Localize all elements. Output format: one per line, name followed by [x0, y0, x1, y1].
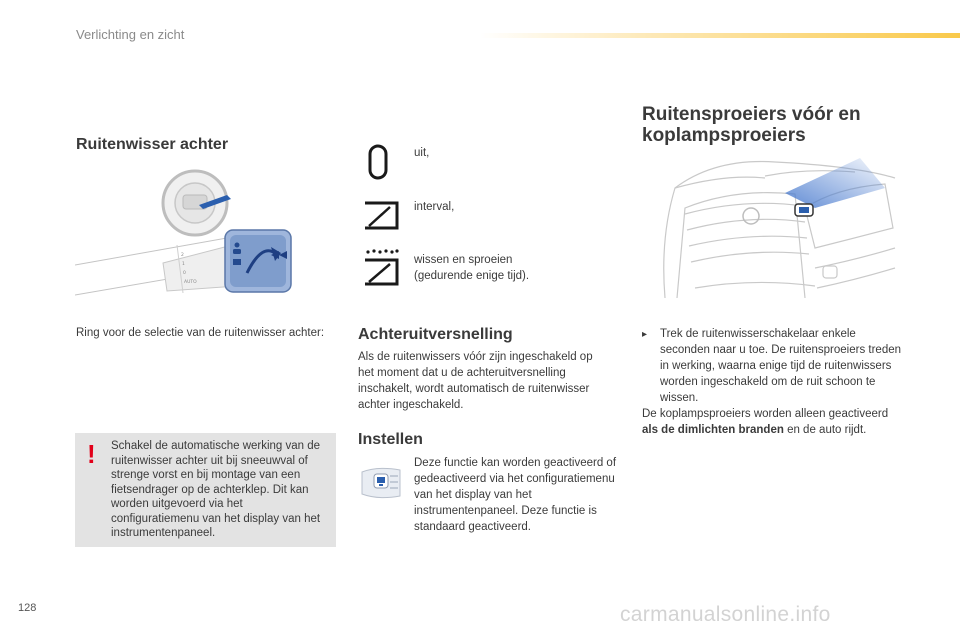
reverse-gear-text: Als de ruitenwissers vóór zijn ingeschakeld op het moment dat u de achteruitversnelling inschakelt, wordt automatisch de ruitenwisser achter ingeschakeld.: [358, 351, 593, 411]
washers-bullet-text: Trek de ruitenwisserschakelaar enkele seconden naar u toe. De ruitensproeiers treden in werking, waarna enige tijd de ruitenwissers worden ingeschakeld om de ruit schoon te wissen.: [660, 328, 902, 404]
warning-exclamation-icon: !: [87, 439, 96, 469]
washer-spray-icon: [785, 158, 885, 208]
mode-off-label: uit,: [414, 147, 430, 159]
stalk-label-2: 2: [181, 253, 184, 258]
wiper-interval-icon: [362, 198, 402, 232]
wiper-stalk-illustration: [75, 165, 340, 305]
page-number: 128: [18, 602, 37, 614]
headlamp-washer-icon: [795, 204, 813, 216]
stalk-label-0: 0: [183, 271, 186, 276]
car-front-illustration: [655, 148, 905, 314]
brand-logo-icon: [743, 208, 759, 224]
note-suffix: en de auto rijdt.: [783, 424, 867, 436]
washers-heading: Ruitensproeiers vóór en koplampsproeiers: [642, 104, 861, 146]
section-title: Verlichting en zicht: [76, 27, 185, 42]
washers-bullet: [642, 326, 904, 406]
settings-button-icon: [358, 466, 404, 500]
mode-interval-label: interval,: [414, 201, 455, 213]
washers-content: [642, 326, 904, 438]
stalk-label-auto: AUTO: [184, 280, 197, 285]
wiper-wash-icon: [362, 248, 402, 288]
settings-text: Deze functie kan worden geactiveerd of gedeactiveerd via het configuratiemenu van het display van het instrumentenpaneel. Deze functie is standaard geactiveerd.: [414, 457, 617, 533]
header-accent-bar: [480, 33, 960, 38]
ring-selector-label: Ring voor de selectie van de ruitenwisser achter:: [76, 327, 325, 339]
stalk-label-1: 1: [182, 262, 185, 267]
wiper-off-icon: [362, 144, 394, 180]
bullet-arrow-icon: ▸: [642, 329, 648, 340]
mode-wash-label: wissen en sproeien (gedurende enige tijd).: [414, 254, 530, 282]
wiper-stalk-icon: [75, 230, 291, 295]
reverse-gear-heading: Achteruitversnelling: [358, 326, 513, 343]
steering-wheel-icon: [163, 171, 231, 235]
headlamp-washer-note: [642, 406, 904, 438]
watermark: carmanualsonline.info: [620, 603, 831, 626]
settings-heading: Instellen: [358, 431, 423, 448]
note-prefix: De koplampsproeiers worden alleen geactiveerd: [642, 408, 889, 420]
warning-box: [75, 433, 336, 547]
rear-wiper-heading: Ruitenwisser achter: [76, 136, 229, 153]
note-bold: als de dimlichten branden: [642, 424, 784, 436]
warning-text: Schakel de automatische werking van de ruitenwisser achter uit bij sneeuwval of strenge vorst en bij montage van een fietsendrager op de achterklep. Dit kan worden uitgevoerd via het configuratiemenu van het display van het instrumentenpaneel.: [111, 440, 321, 539]
